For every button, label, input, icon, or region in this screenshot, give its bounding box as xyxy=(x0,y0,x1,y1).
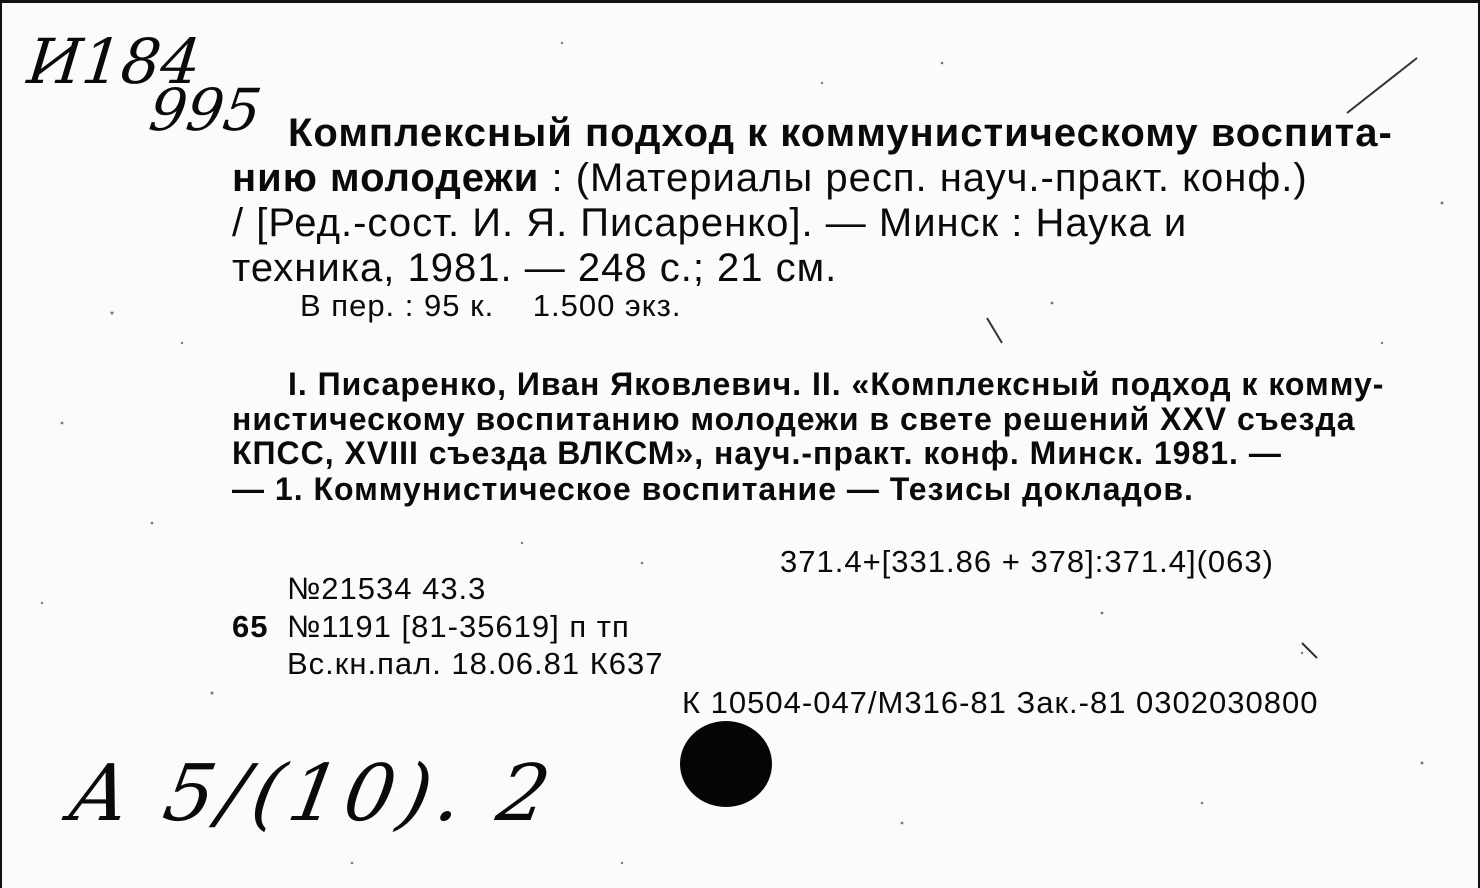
tracing-line-1: I. Писаренко, Иван Яковлевич. II. «Комплексный подход к комму- xyxy=(288,366,1385,402)
title-line-3: / [Ред.-сост. И. Я. Писаренко]. — Минск : Наука и xyxy=(232,201,1188,245)
classification-index: 371.4+[331.86 + 378]:371.4](063) xyxy=(780,544,1274,579)
tracing-line-4: — 1. Коммунистическое воспитание — Тезисы докладов. xyxy=(232,471,1194,507)
handwritten-shelf-mark: A 5/(10). 2 xyxy=(64,749,563,839)
tracing-line-2: нистическому воспитанию молодежи в свете решений XXV съезда xyxy=(232,401,1356,437)
record-line-2: №1191 [81-35619] п тп xyxy=(287,609,630,644)
title-line-1: Комплексный подход к коммунистическому воспита- xyxy=(288,111,1393,155)
record-line-3: Вс.кн.пал. 18.06.81 К637 xyxy=(287,646,664,681)
handwritten-call-number: И184 xyxy=(24,25,205,98)
title-line-2-rest: : (Материалы респ. науч.-практ. конф.) xyxy=(539,156,1308,200)
tracing-line-3: КПСС, XVIII съезда ВЛКСМ», науч.-практ. конф. Минск. 1981. — xyxy=(232,435,1282,471)
title-line-4: техника, 1981. — 248 с.; 21 см. xyxy=(232,246,838,290)
handwritten-accession-number: 995 xyxy=(145,76,266,144)
punch-hole xyxy=(680,721,772,807)
code-line: К 10504-047/М316-81 Зак.-81 0302030800 xyxy=(682,685,1319,720)
record-line-2-prefix: 65 xyxy=(232,609,269,644)
price-line: В пер. : 95 к. 1.500 экз. xyxy=(300,288,682,323)
title-line-2 xyxy=(232,158,1308,198)
record-line-1: №21534 43.3 xyxy=(287,571,487,606)
title-line-2-bold: нию молодежи xyxy=(232,156,540,200)
